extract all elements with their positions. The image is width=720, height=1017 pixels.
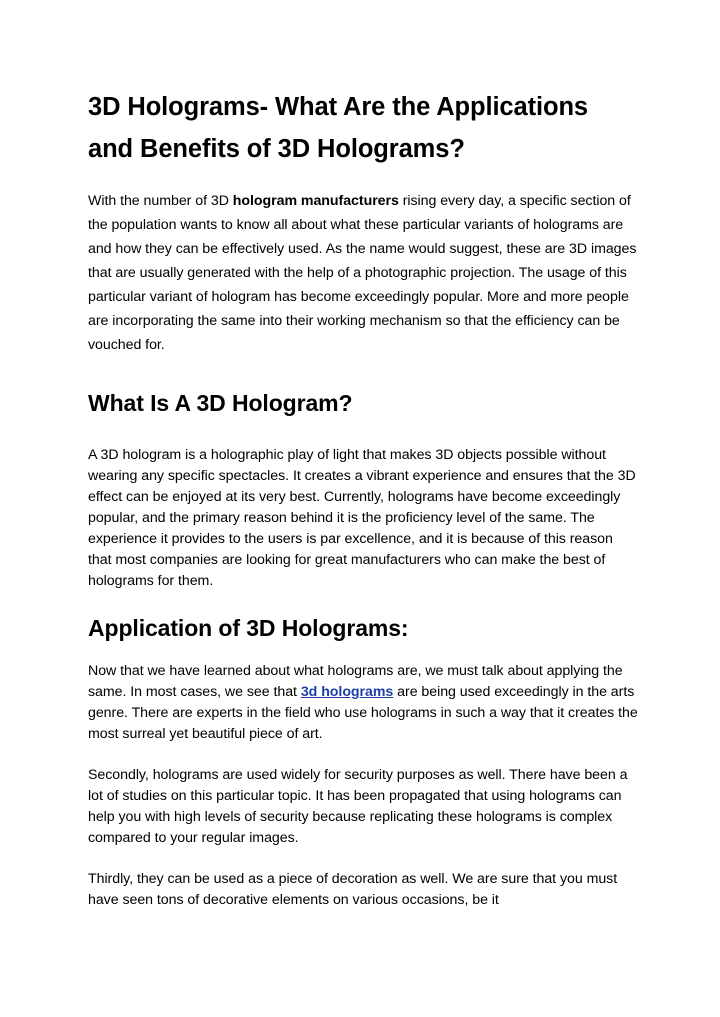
document-title: 3D Holograms- What Are the Applications and Benefits of 3D Holograms? — [88, 93, 589, 163]
what-is-paragraph: A 3D hologram is a holographic play of light that makes 3D objects possible without wearing any specific spectacles. It creates a vibrant experience and ensures that the 3D effect can be enjoyed at its very best. Currently, holograms have become exceedingly popular, and the primary reason behind it is the proficiency level of the same. The experience it provides to the users is par excellence, and it is because of this reason that most companies are looking for great manufacturers who can make the best of holograms for them. — [88, 447, 636, 589]
application-paragraph-2: Secondly, holograms are used widely for security purposes as well. There have been a lot of studies on this particular topic. It has been propagated that using holograms can help you with high levels of security because replicating these holograms is complex compared to your regular images. — [88, 767, 628, 846]
3d-holograms-link[interactable]: 3d holograms — [300, 684, 394, 700]
section-heading-what-is: What Is A 3D Hologram? — [88, 390, 353, 416]
section-heading-application: Application of 3D Holograms: — [88, 615, 409, 641]
application-paragraph-3: Thirdly, they can be used as a piece of decoration as well. We are sure that you must have seen tons of decorative elements on various occasions, be it — [88, 871, 618, 908]
intro-paragraph — [88, 189, 638, 357]
application-p1-end: are being used exceedingly in the arts genre. There are experts in the field who use holograms in such a way that it creates the most surreal yet beautiful piece of art. — [88, 684, 638, 742]
intro-bold-phrase: hologram manufacturers — [232, 193, 399, 209]
intro-text-start: With the number of 3D — [88, 193, 233, 209]
application-p1-start: Now that we have learned about what holograms are, we must talk about applying the same. In most cases, we see that — [88, 663, 623, 700]
intro-text-end: rising every day, a specific section of the population wants to know all about what these particular variants of holograms are and how they can be effectively used. As the name would suggest, these are 3D images that are usually generated with the help of a photographic projection. The usage of this particular variant of hologram has become exceedingly popular. More and more people are incorporating the same into their working mechanism so that the efficiency can be vouched for. — [88, 193, 637, 353]
application-paragraph-1 — [88, 661, 638, 745]
